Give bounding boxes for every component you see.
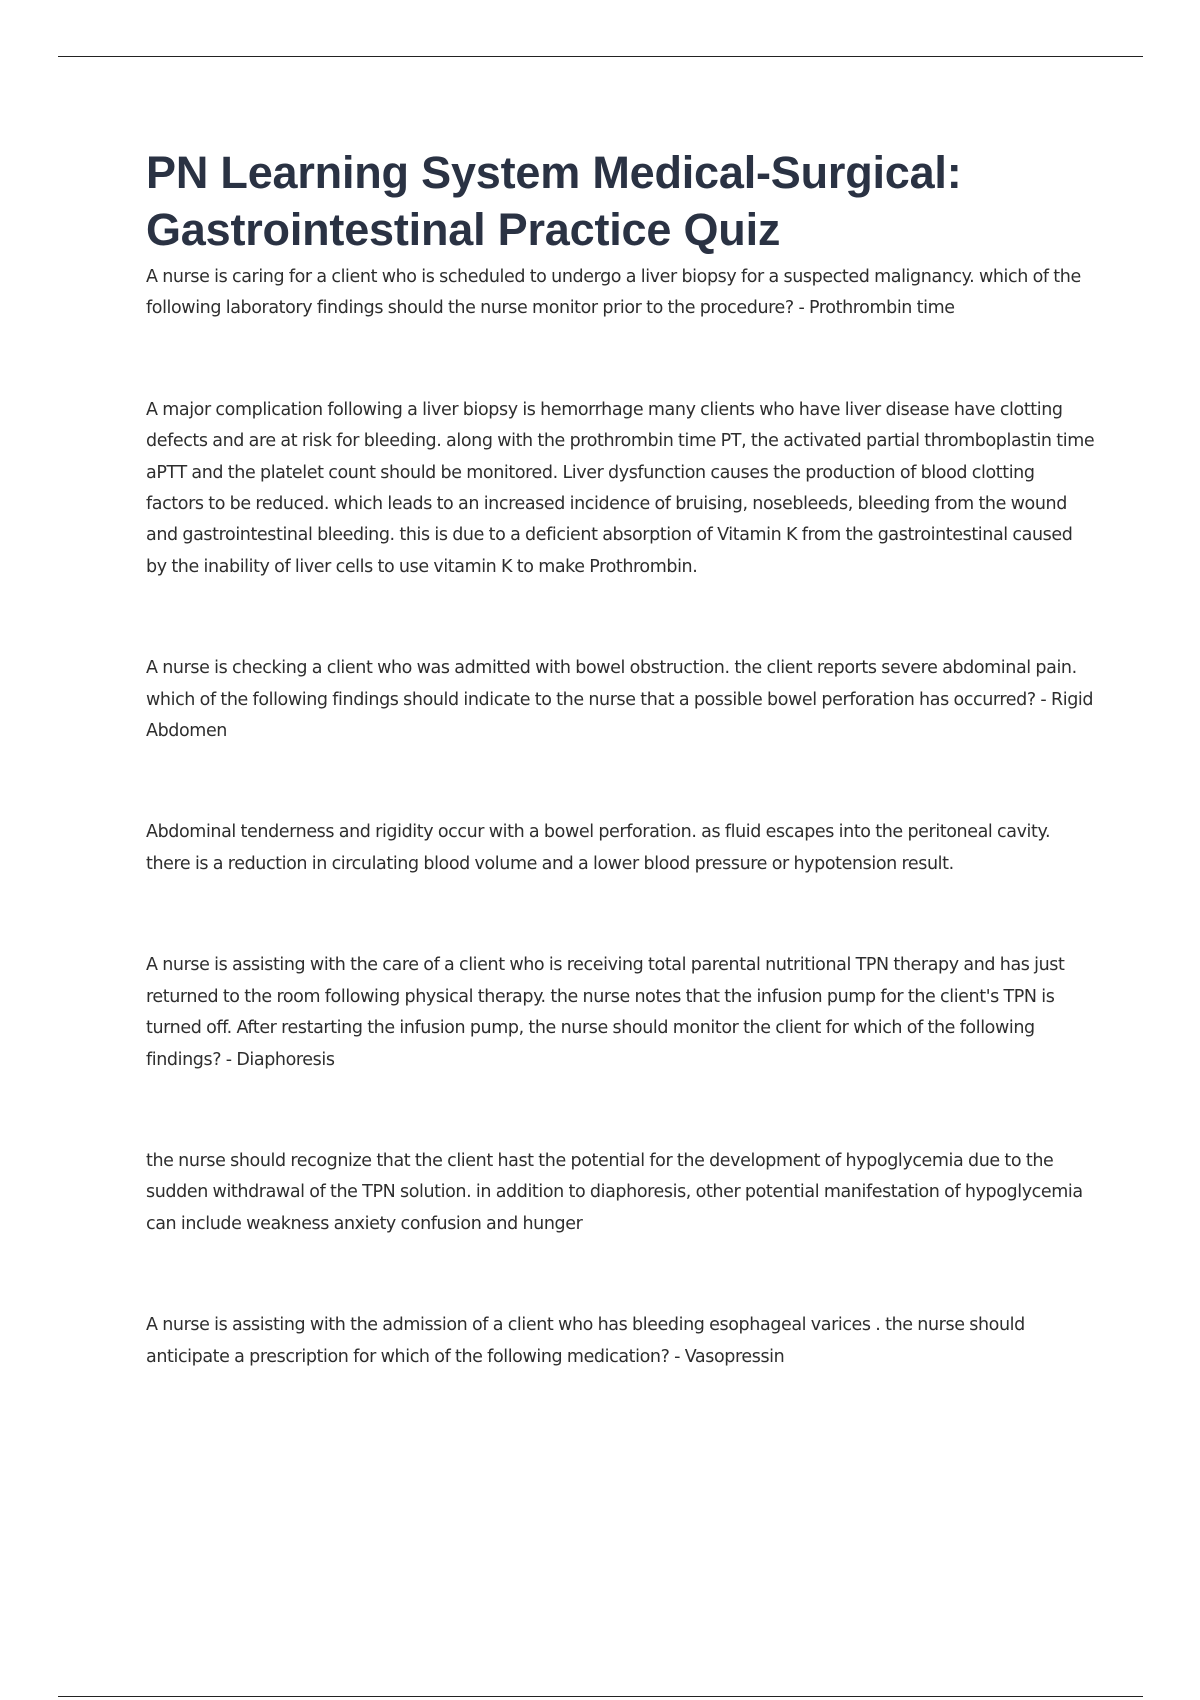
rationale-bowel-perforation: Abdominal tenderness and rigidity occur with a bowel perforation. as fluid escapes into the peritoneal cavity. there is a reduction in circulating blood volume and a lower blood pressure or hypotension result. — [146, 822, 1051, 874]
document-page — [146, 144, 1096, 1373]
top-divider — [58, 56, 1143, 57]
page-title: PN Learning System Medical-Surgical: Gastrointestinal Practice Quiz — [146, 147, 962, 255]
question-tpn-infusion: A nurse is assisting with the care of a client who is receiving total parental nutritional TPN therapy and has just returned to the room following physical therapy. the nurse notes that the infusion pump for the client's TPN is turned off. After restarting the infusion pump, the nurse should monitor the client for which of the following findings? - Diaphoresis — [146, 955, 1065, 1070]
question-esophageal-varices: A nurse is assisting with the admission of a client who has bleeding esophageal varices . the nurse should anticipate a prescription for which of the following medication? - Vasopressin — [146, 1315, 1025, 1367]
rationale-tpn-infusion: the nurse should recognize that the client hast the potential for the development of hypoglycemia due to the sudden withdrawal of the TPN solution. in addition to diaphoresis, other potential manifestation of hypoglycemia can include weakness anxiety confusion and hunger — [146, 1150, 1083, 1234]
question-liver-biopsy: A nurse is caring for a client who is scheduled to undergo a liver biopsy for a suspected malignancy. which of the following laboratory findings should the nurse monitor prior to the procedure? - Prothrombin time — [146, 267, 1081, 319]
rationale-liver-biopsy: A major complication following a liver biopsy is hemorrhage many clients who have liver disease have clotting defects and are at risk for bleeding. along with the prothrombin time PT, the activated partial thromboplastin time aPTT and the platelet count should be monitored. Liver dysfunction causes the production of blood clotting factors to be reduced. which leads to an increased incidence of bruising, nosebleeds, bleeding from the wound and gastrointestinal bleeding. this is due to a deficient absorption of Vitamin K from the gastrointestinal caused by the inability of liver cells to use vitamin K to make Prothrombin. — [146, 399, 1095, 577]
question-bowel-perforation: A nurse is checking a client who was admitted with bowel obstruction. the client reports severe abdominal pain. which of the following findings should indicate to the nurse that a possible bowel perforation has occurred? - Rigid Abdomen — [146, 658, 1094, 742]
bottom-divider — [58, 1696, 1143, 1697]
